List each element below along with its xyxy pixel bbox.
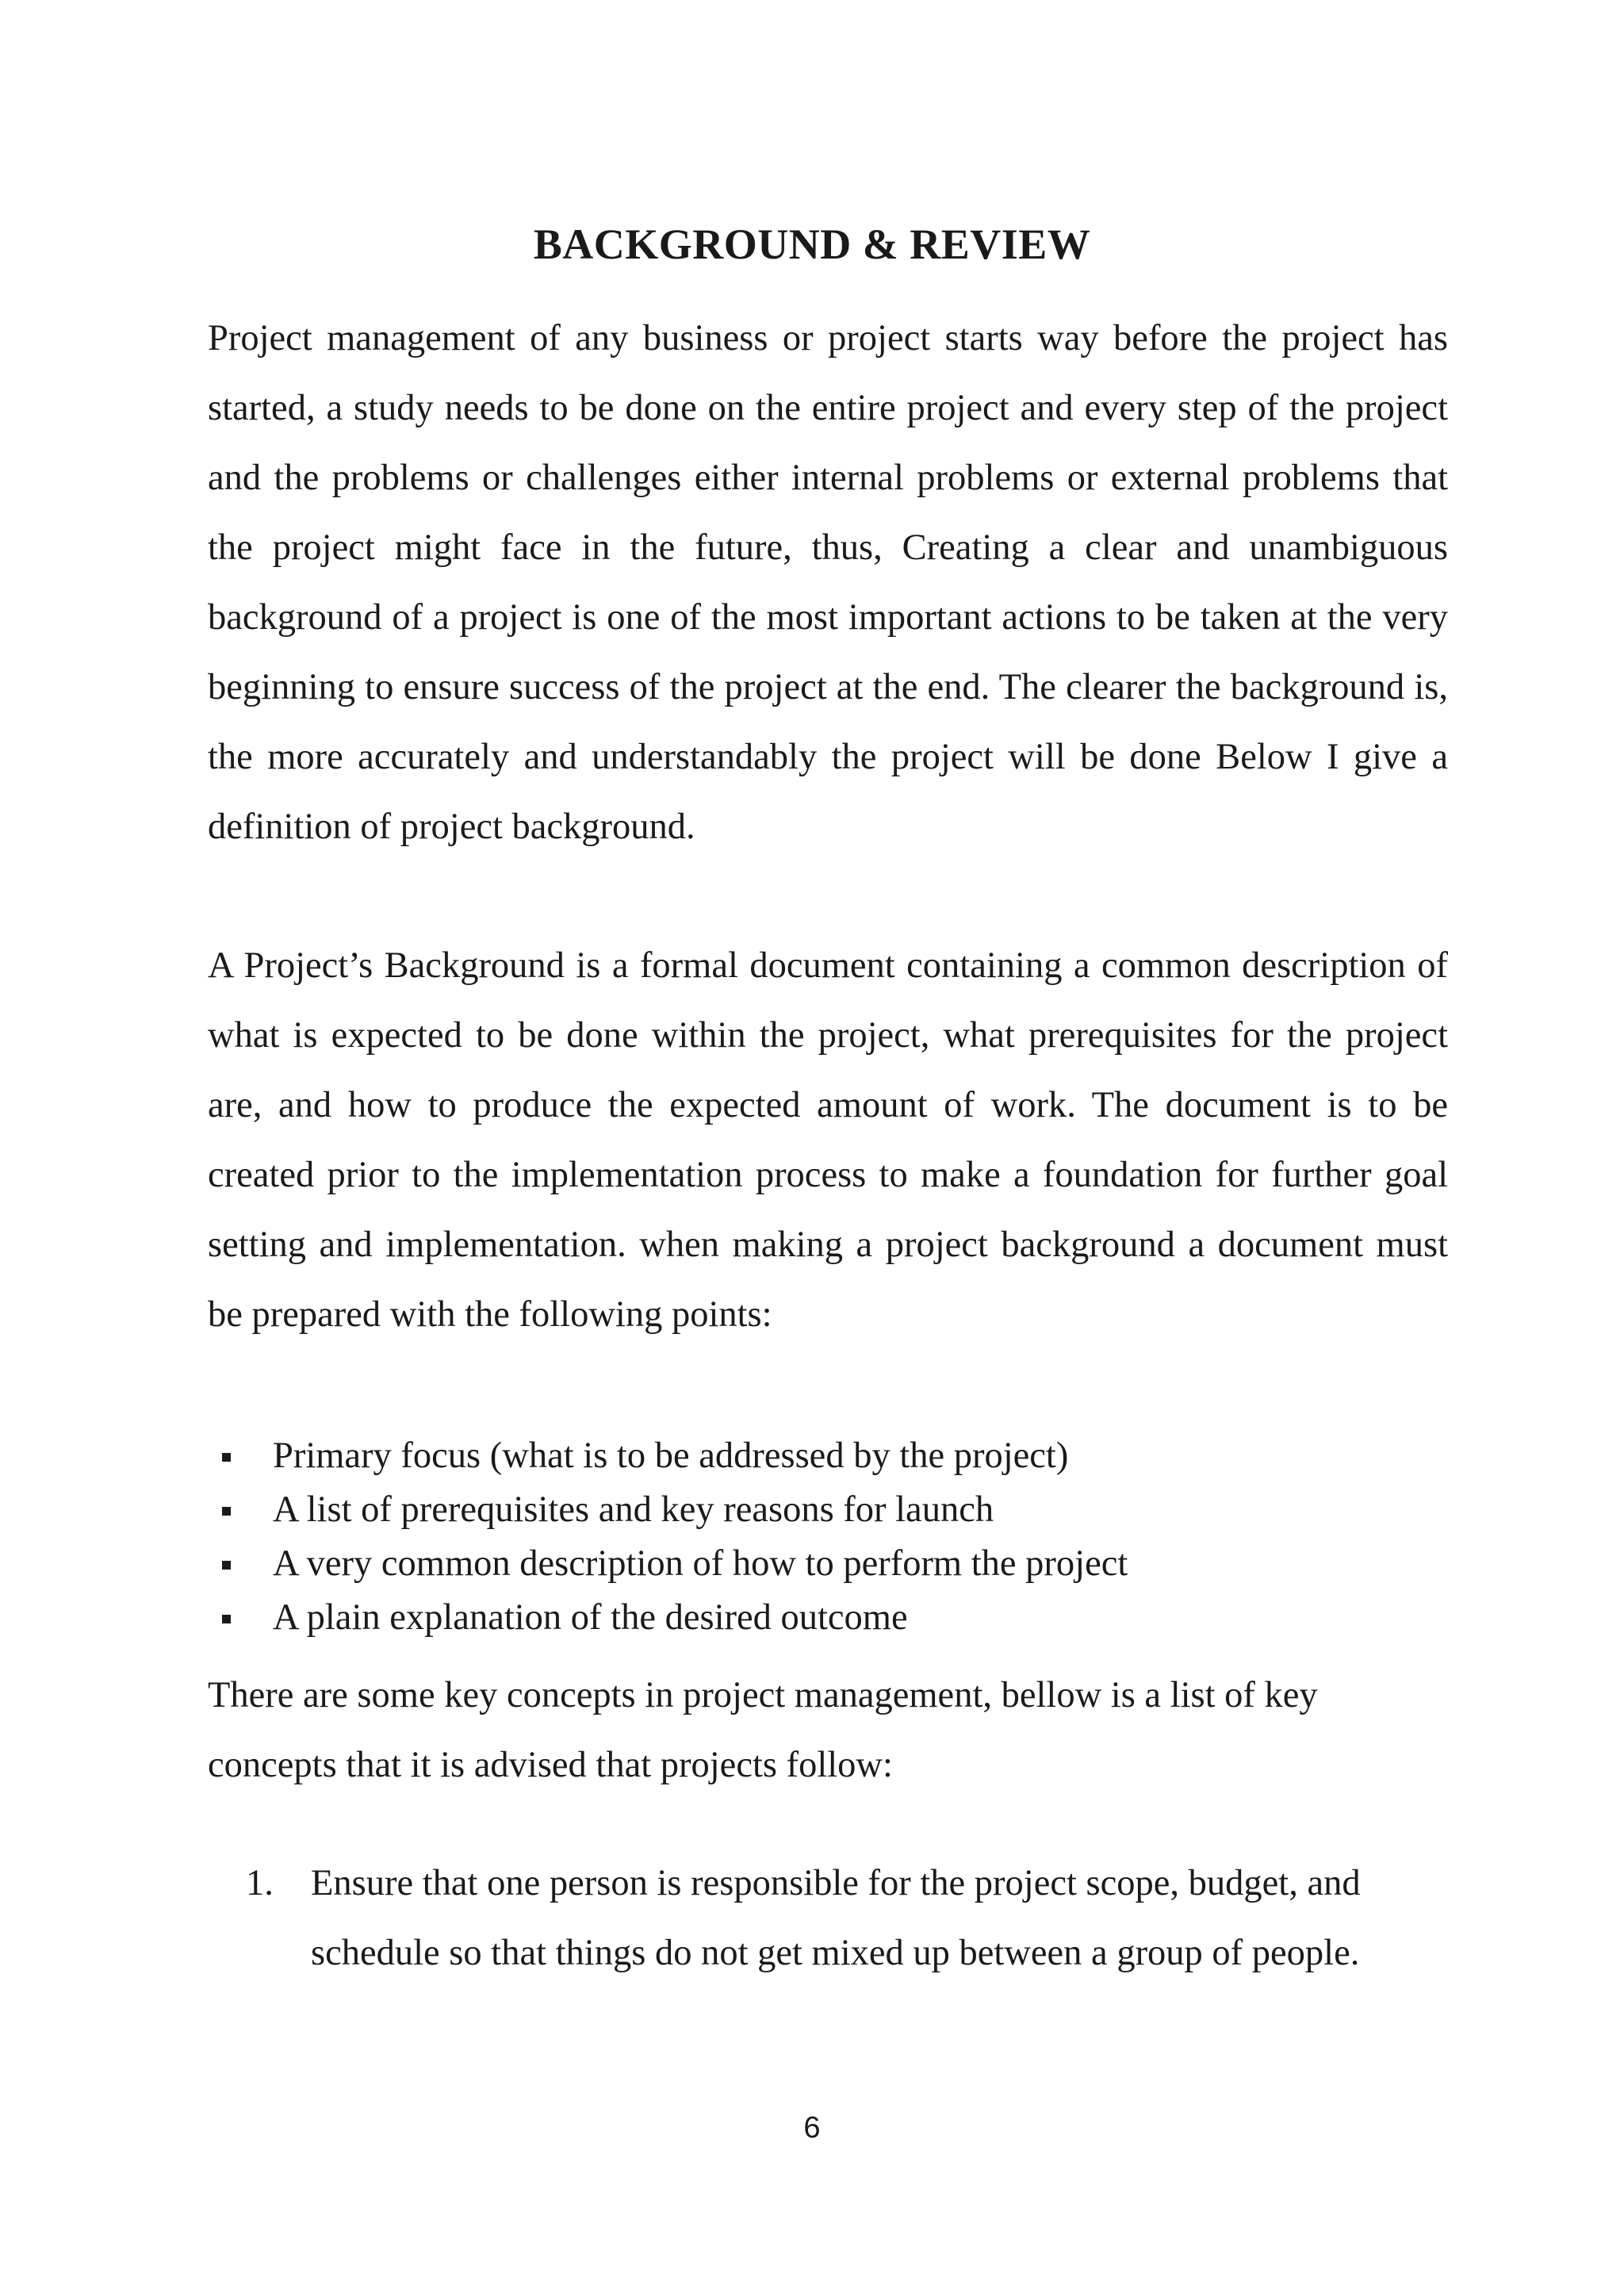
square-bullet-icon <box>222 1561 231 1570</box>
page-number: 6 <box>803 2111 821 2145</box>
list-item-text: A list of prerequisites and key reasons for launch <box>273 1489 994 1530</box>
numbered-list <box>238 1849 1443 1988</box>
list-item-text: Primary focus (what is to be addressed by the project) <box>273 1435 1069 1476</box>
list-item <box>208 1483 1448 1537</box>
list-item <box>208 1591 1448 1645</box>
square-bullet-icon <box>222 1507 231 1516</box>
list-item-text: A plain explanation of the desired outcome <box>273 1597 908 1638</box>
bullet-list <box>208 1429 1448 1645</box>
list-item <box>208 1537 1448 1591</box>
list-item <box>208 1429 1448 1483</box>
list-item-text: A very common description of how to perform the project <box>273 1543 1128 1584</box>
item-number: 1. <box>246 1863 274 1903</box>
paragraph-definition: A Project’s Background is a formal document containing a common description of what is expected to be done within the project, what prerequisites for the project are, and how to produce the expected amount of work. The document is to be created prior to the implementation process to make a foundation for further goal setting and implementation. when making a project background a document must be prepared with the following points: <box>208 945 1448 1335</box>
square-bullet-icon <box>222 1453 231 1462</box>
square-bullet-icon <box>222 1615 231 1623</box>
page-title: BACKGROUND & REVIEW <box>533 220 1091 268</box>
numbered-item <box>238 1849 1443 1988</box>
paragraph-key-concepts: There are some key concepts in project management, bellow is a list of key concepts that it is advised that projects follow: <box>208 1675 1318 1785</box>
numbered-item-text: Ensure that one person is responsible for the project scope, budget, and schedule so that things do not get mixed up between a group of people. <box>311 1863 1361 1973</box>
paragraph-intro: Project management of any business or project starts way before the project has started, a study needs to be done on the entire project and every step of the project and the problems or challenges either internal problems or external problems that the project might face in the future, thus, Creating a clear and unambiguous background of a project is one of the most important actions to be taken at the very beginning to ensure success of the project at the end. The clearer the background is, the more accurately and understandably the project will be done Below I give a definition of project background. <box>208 318 1448 847</box>
